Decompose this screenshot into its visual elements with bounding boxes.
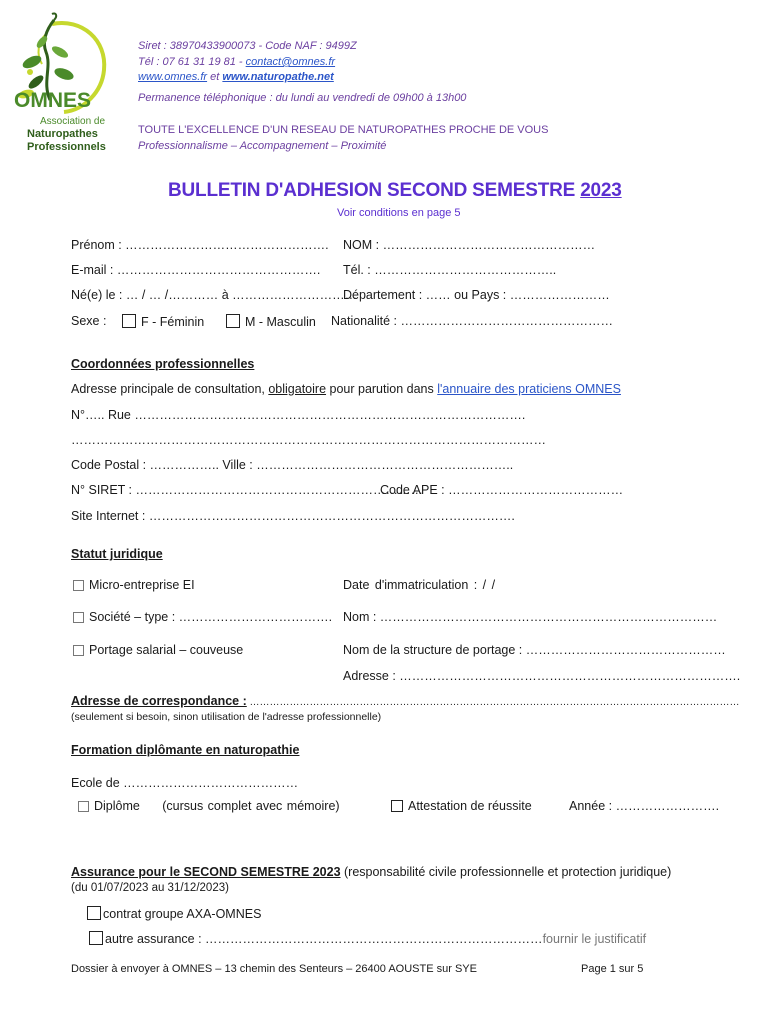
- micro-option[interactable]: [73, 578, 195, 592]
- adresse-consultation-label: [71, 382, 621, 396]
- justificatif-note: fournir le justificatif: [542, 932, 647, 946]
- axa-checkbox[interactable]: [87, 906, 101, 920]
- masculin-label: M - Masculin: [245, 315, 316, 329]
- correspondance-note: (seulement si besoin, sinon utilisation de l'adresse professionnelle): [71, 711, 382, 723]
- autre-assurance-label: autre assurance : ………………………………………………………………………: [105, 932, 543, 946]
- assurance-rest: (responsabilité civile professionnelle et protection juridique): [340, 865, 672, 879]
- masculin-option[interactable]: [226, 314, 316, 329]
- correspondance-field[interactable]: [71, 694, 740, 708]
- portage-label: Portage salarial – couveuse: [89, 643, 244, 657]
- header-email-link[interactable]: contact@omnes.fr: [245, 56, 336, 68]
- nom-field[interactable]: NOM : ……………………………………………: [343, 238, 596, 252]
- portage-option[interactable]: [73, 643, 243, 657]
- societe-nom-field[interactable]: Nom : ………………………………………………………………………: [343, 610, 718, 624]
- header-tagline2: Professionnalisme – Accompagnement – Proximité: [138, 140, 387, 152]
- logo-line3: Professionnels: [27, 141, 106, 153]
- annuaire-link[interactable]: l'annuaire des praticiens OMNES: [437, 382, 621, 396]
- societe-label: Société – type : ……………………………….: [89, 610, 333, 624]
- structure-portage-field[interactable]: Nom de la structure de portage : …………………………………………: [343, 643, 726, 657]
- nationalite-field[interactable]: Nationalité : ……………………………………………: [331, 314, 613, 328]
- correspondance-label: Adresse de correspondance :: [71, 694, 247, 708]
- portage-checkbox[interactable]: [73, 645, 84, 656]
- attestation-option[interactable]: [391, 799, 532, 813]
- section-coordonnees: Coordonnées professionnelles: [71, 357, 255, 371]
- addr-obligatoire: obligatoire: [268, 382, 327, 396]
- footer-page-number: Page 1 sur 5: [581, 963, 644, 975]
- logo-line1: Association de: [40, 116, 106, 127]
- header-tel: Tél : 07 61 31 19 81 -: [138, 56, 246, 68]
- autre-assurance-option[interactable]: [89, 931, 646, 946]
- diplome-option[interactable]: [78, 799, 340, 813]
- section-statut: Statut juridique: [71, 547, 163, 561]
- diplome-label: Diplôme (cursus complet avec mémoire): [94, 799, 340, 813]
- tel-field[interactable]: Tél. : ……………………………………..: [343, 263, 557, 277]
- masculin-checkbox[interactable]: [226, 314, 240, 328]
- sexe-label: Sexe :: [71, 314, 107, 328]
- email-field[interactable]: E-mail : ………………………………………….: [71, 263, 321, 277]
- section-formation: Formation diplômante en naturopathie: [71, 743, 300, 757]
- header-and: et: [207, 71, 223, 83]
- attestation-label: Attestation de réussite: [408, 799, 532, 813]
- siret-field[interactable]: N° SIRET : ……………………………………………………………: [71, 483, 424, 497]
- logo-line2: Naturopathes: [27, 128, 98, 140]
- omnes-logo: [12, 12, 112, 152]
- attestation-checkbox[interactable]: [391, 800, 403, 812]
- assurance-title: Assurance pour le SECOND SEMESTRE 2023: [71, 865, 341, 879]
- portage-adresse-field[interactable]: Adresse : ……………………………………………………………………….: [343, 669, 741, 683]
- axa-option[interactable]: [87, 906, 261, 921]
- header-site2-link[interactable]: www.naturopathe.net: [222, 71, 334, 83]
- omnes-logo-graphic: [12, 12, 112, 117]
- prenom-field[interactable]: Prénom : ………………………………………….: [71, 238, 329, 252]
- rue-field-line2[interactable]: ……………………………………………………………………………………………………: [71, 433, 546, 447]
- addr-mid: pour parution dans: [326, 382, 438, 396]
- axa-label: contrat groupe AXA-OMNES: [103, 907, 262, 921]
- correspondance-dots: …………………………………………………………………………………………………………………………………: [246, 697, 740, 708]
- feminin-option[interactable]: [122, 314, 204, 329]
- feminin-checkbox[interactable]: [122, 314, 136, 328]
- feminin-label: F - Féminin: [141, 315, 205, 329]
- departement-field[interactable]: Département : …… ou Pays : ……………………: [343, 288, 610, 302]
- header-siret: Siret : 38970433900073 - Code NAF : 9499Z: [138, 40, 357, 52]
- autre-assurance-checkbox[interactable]: [89, 931, 103, 945]
- page-title: [168, 180, 622, 202]
- micro-label: Micro-entreprise EI: [89, 578, 195, 592]
- annee-field[interactable]: Année : …………………….: [569, 799, 720, 813]
- societe-option[interactable]: [73, 610, 332, 624]
- ape-field[interactable]: Code APE : ……………………………………: [380, 483, 624, 497]
- assurance-heading: [71, 865, 671, 879]
- logo-brand: OMNES: [14, 89, 92, 112]
- rue-field[interactable]: N°….. Rue ………………………………………………………………………………….: [71, 408, 526, 422]
- societe-checkbox[interactable]: [73, 612, 84, 623]
- title-main: BULLETIN D'ADHESION SECOND SEMESTRE: [168, 180, 581, 201]
- date-immatriculation-field[interactable]: Date d'immatriculation : / /: [343, 578, 496, 592]
- header-tel-line: [138, 56, 335, 68]
- cp-ville-field[interactable]: Code Postal : …………….. Ville : ……………………………………………………..: [71, 458, 514, 472]
- assurance-period: (du 01/07/2023 au 31/12/2023): [71, 882, 229, 894]
- diplome-checkbox[interactable]: [78, 801, 89, 812]
- naissance-field[interactable]: Né(e) le : … / … /………… à …………………………: [71, 288, 358, 302]
- conditions-note: Voir conditions en page 5: [337, 207, 461, 219]
- addr-prefix: Adresse principale de consultation,: [71, 382, 269, 396]
- header-tagline1: TOUTE L'EXCELLENCE D'UN RESEAU DE NATUROPATHES PROCHE DE VOUS: [138, 124, 549, 136]
- micro-checkbox[interactable]: [73, 580, 84, 591]
- header-site1-link[interactable]: www.omnes.fr: [138, 71, 208, 83]
- site-internet-field[interactable]: Site Internet : …………………………………………………………………………….: [71, 509, 515, 523]
- footer-address: Dossier à envoyer à OMNES – 13 chemin des Senteurs – 26400 AOUSTE sur SYE: [71, 963, 477, 975]
- header-permanence: Permanence téléphonique : du lundi au vendredi de 09h00 à 13h00: [138, 92, 467, 104]
- header-sites-line: [138, 71, 334, 83]
- ecole-field[interactable]: Ecole de ……………………………………: [71, 776, 299, 790]
- title-year: 2023: [580, 180, 622, 201]
